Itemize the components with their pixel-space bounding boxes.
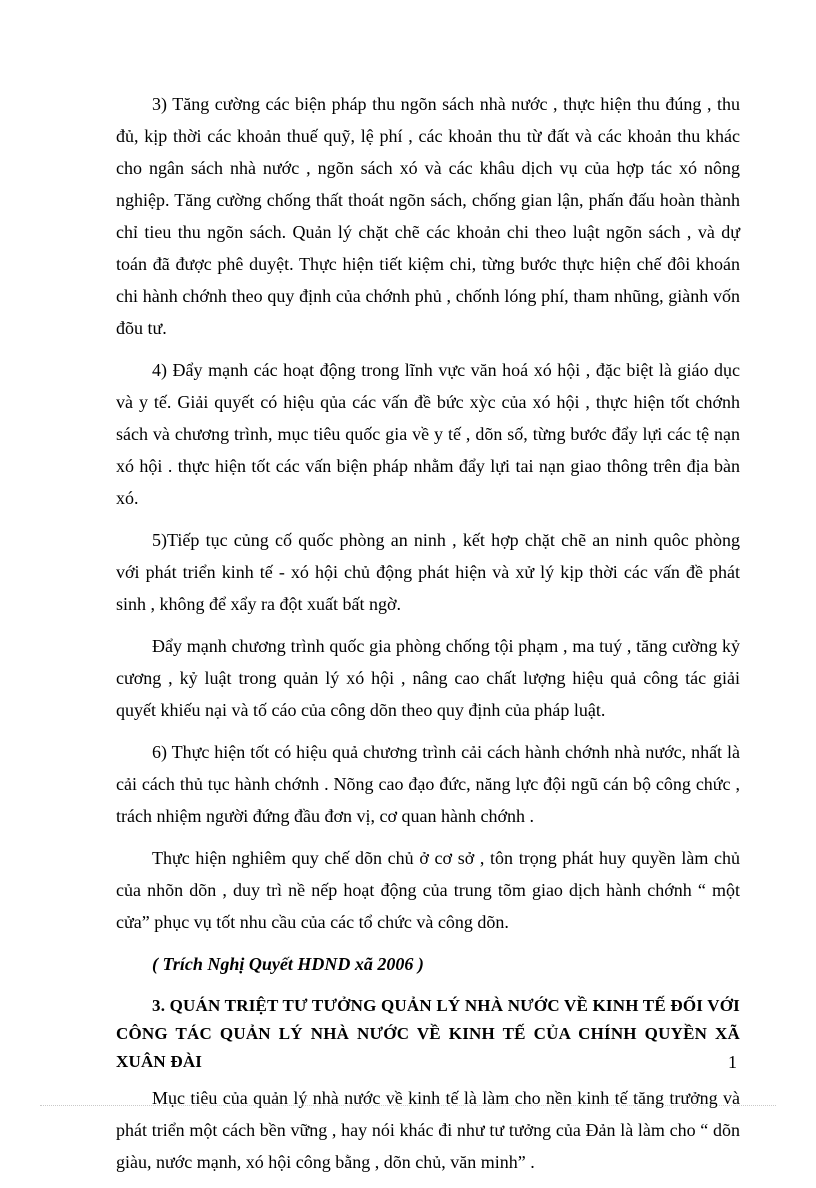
paragraph-defense-security: 5)Tiếp tục củng cố quốc phòng an ninh , kết hợp chặt chẽ an ninh quôc phòng với phát triển kinh tế - xó hội chủ động phát hiện và xử lý kịp thời các vấn đề phát sinh , không để xẩy ra đột xuất bất ngờ. <box>116 530 740 614</box>
page-bottom-divider <box>40 1105 776 1106</box>
citation: ( Trích Nghị Quyết HDND xã 2006 ) <box>152 954 424 974</box>
paragraph-revenue-measures: 3) Tăng cường các biện pháp thu ngõn sách nhà nước , thực hiện thu đúng , thu đủ, kịp thời các khoản thuế quỹ, lệ phí , các khoản thu từ đất và các khoản thu khác cho ngân sách nhà nước , ngõn sách xó và các khâu dịch vụ của hợp tác xó nông nghiệp. Tăng cường chống thất thoát ngõn sách, chống gian lận, phấn đấu hoàn thành chỉ tieu thu ngõn sách. Quản lý chặt chẽ các khoản chi theo luật ngõn sách , và dự toán đã được phê duyệt. Thực hiện tiết kiệm chi, từng bước thực hiện chế đôi khoán chi hành chớnh theo quy định của chớnh phủ , chốnh lóng phí, tham nhũng, giành vốn đõu tư. <box>116 94 740 338</box>
page-number: 1 <box>728 1052 737 1072</box>
page-content <box>116 88 740 1188</box>
paragraph-administrative-reform: 6) Thực hiện tốt có hiệu quả chương trình cải cách hành chớnh nhà nước, nhất là cải cách thủ tục hành chớnh . Nõng cao đạo đức, năng lực đội ngũ cán bộ công chức , trách nhiệm người đứng đầu đơn vị, cơ quan hành chớnh . <box>116 742 740 826</box>
paragraph-crime-prevention: Đẩy mạnh chương trình quốc gia phòng chống tội phạm , ma tuý , tăng cường kỷ cương , kỷ luật trong quản lý xó hội , nâng cao chất lượng hiệu quả công tác giải quyết khiếu nại và tố cáo của công dõn theo quy định của pháp luật. <box>116 636 740 720</box>
paragraph-culture-society: 4) Đẩy mạnh các hoạt động trong lĩnh vực văn hoá xó hội , đặc biệt là giáo dục và y tế. Giải quyết có hiệu qủa các vấn đề bức xỳc của xó hội , thực hiện tốt chớnh sách và chương trình, mục tiêu quốc gia về y tế , dõn số, từng bước đẩy lựi các tệ nạn xó hội . thực hiện tốt các vấn biện pháp nhằm đẩy lựi tai nạn giao thông trên địa bàn xó. <box>116 360 740 508</box>
section-heading: 3. QUÁN TRIỆT TƯ TƯỞNG QUẢN LÝ NHÀ NƯỚC VỀ KINH TẾ ĐỐI VỚI CÔNG TÁC QUẢN LÝ NHÀ NƯỚC VỀ KINH TẾ CỦA CHÍNH QUYỀN XÃ XUÂN ĐÀI <box>116 996 740 1071</box>
paragraph-economic-goal: Mục tiêu của quản lý nhà nước về kinh tế là làm cho nền kinh tế tăng trưởng và phát triển một cách bền vững , hay nói khác đi như tư tưởng của Đản là làm cho “ dõn giàu, nước mạnh, xó hội công bằng , dõn chủ, văn minh” . <box>116 1088 740 1172</box>
paragraph-democracy-regulation: Thực hiện nghiêm quy chế dõn chủ ở cơ sở , tôn trọng phát huy quyền làm chủ của nhõn dõn , duy trì nề nếp hoạt động của trung tõm giao dịch hành chớnh “ một cửa” phục vụ tốt nhu cầu của các tổ chức và công dõn. <box>116 848 740 932</box>
